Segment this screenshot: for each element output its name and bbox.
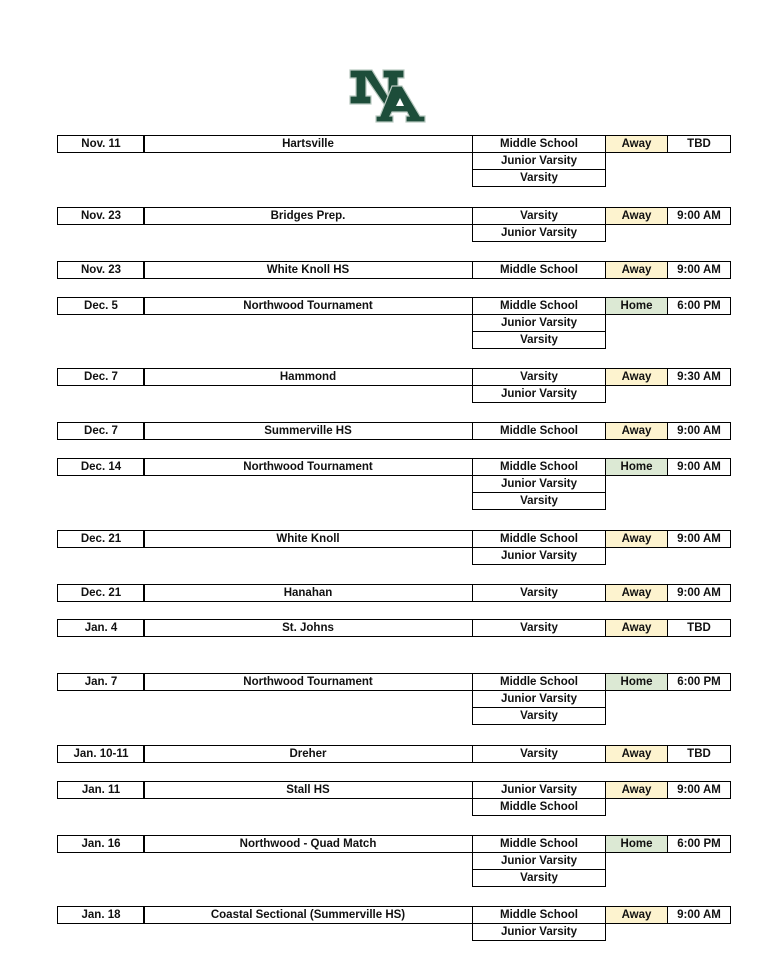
location-badge: Away [605, 261, 668, 279]
event-time: 9:00 AM [667, 207, 731, 225]
event-date: Dec. 5 [57, 297, 145, 315]
location-badge: Home [605, 673, 668, 691]
team-level: Varsity [472, 169, 606, 187]
event-date: Jan. 16 [57, 835, 145, 853]
event-opponent: Stall HS [143, 781, 473, 799]
team-level: Middle School [472, 261, 606, 279]
event-date: Jan. 4 [57, 619, 145, 637]
team-level: Varsity [472, 492, 606, 510]
location-badge: Away [605, 619, 668, 637]
event-time: 9:00 AM [667, 458, 731, 476]
event-opponent: Hammond [143, 368, 473, 386]
location-badge: Away [605, 207, 668, 225]
location-badge: Home [605, 458, 668, 476]
team-level: Junior Varsity [472, 690, 606, 708]
team-level: Middle School [472, 422, 606, 440]
event-opponent: Coastal Sectional (Summerville HS) [143, 906, 473, 924]
location-badge: Away [605, 745, 668, 763]
event-opponent: Summerville HS [143, 422, 473, 440]
event-date: Dec. 7 [57, 422, 145, 440]
event-date: Nov. 23 [57, 207, 145, 225]
team-level: Junior Varsity [472, 923, 606, 941]
event-date: Nov. 11 [57, 135, 145, 153]
na-logo [346, 66, 428, 124]
location-badge: Away [605, 781, 668, 799]
event-opponent: Northwood - Quad Match [143, 835, 473, 853]
event-date: Dec. 21 [57, 530, 145, 548]
event-date: Dec. 7 [57, 368, 145, 386]
event-time: 9:00 AM [667, 261, 731, 279]
event-date: Jan. 18 [57, 906, 145, 924]
team-level: Middle School [472, 530, 606, 548]
team-level: Middle School [472, 297, 606, 315]
location-badge: Away [605, 135, 668, 153]
event-time: TBD [667, 745, 731, 763]
event-date: Jan. 11 [57, 781, 145, 799]
location-badge: Home [605, 297, 668, 315]
location-badge: Away [605, 906, 668, 924]
event-time: 6:00 PM [667, 673, 731, 691]
team-level: Varsity [472, 619, 606, 637]
team-level: Middle School [472, 835, 606, 853]
event-date: Dec. 21 [57, 584, 145, 602]
team-level: Middle School [472, 673, 606, 691]
team-level: Junior Varsity [472, 781, 606, 799]
team-level: Junior Varsity [472, 152, 606, 170]
event-time: 6:00 PM [667, 835, 731, 853]
team-level: Varsity [472, 745, 606, 763]
team-level: Varsity [472, 207, 606, 225]
event-date: Jan. 10-11 [57, 745, 145, 763]
event-date: Dec. 14 [57, 458, 145, 476]
event-time: 6:00 PM [667, 297, 731, 315]
event-time: 9:00 AM [667, 906, 731, 924]
location-badge: Away [605, 530, 668, 548]
team-level: Middle School [472, 798, 606, 816]
event-opponent: Hanahan [143, 584, 473, 602]
location-badge: Away [605, 422, 668, 440]
team-level: Middle School [472, 135, 606, 153]
team-level: Varsity [472, 368, 606, 386]
event-opponent: Bridges Prep. [143, 207, 473, 225]
team-level: Varsity [472, 584, 606, 602]
event-opponent: Northwood Tournament [143, 673, 473, 691]
team-level: Junior Varsity [472, 475, 606, 493]
team-level: Varsity [472, 331, 606, 349]
team-level: Varsity [472, 707, 606, 725]
event-time: 9:00 AM [667, 584, 731, 602]
team-level: Varsity [472, 869, 606, 887]
event-date: Jan. 7 [57, 673, 145, 691]
team-level: Junior Varsity [472, 385, 606, 403]
event-time: TBD [667, 619, 731, 637]
event-date: Nov. 23 [57, 261, 145, 279]
team-level: Junior Varsity [472, 224, 606, 242]
event-time: TBD [667, 135, 731, 153]
event-time: 9:00 AM [667, 781, 731, 799]
event-opponent: Northwood Tournament [143, 458, 473, 476]
team-level: Junior Varsity [472, 547, 606, 565]
event-opponent: St. Johns [143, 619, 473, 637]
event-time: 9:30 AM [667, 368, 731, 386]
team-level: Middle School [472, 458, 606, 476]
team-level: Junior Varsity [472, 852, 606, 870]
team-level: Middle School [472, 906, 606, 924]
event-opponent: White Knoll [143, 530, 473, 548]
event-opponent: Northwood Tournament [143, 297, 473, 315]
event-opponent: Hartsville [143, 135, 473, 153]
location-badge: Away [605, 368, 668, 386]
team-level: Junior Varsity [472, 314, 606, 332]
event-time: 9:00 AM [667, 530, 731, 548]
event-time: 9:00 AM [667, 422, 731, 440]
location-badge: Away [605, 584, 668, 602]
event-opponent: White Knoll HS [143, 261, 473, 279]
event-opponent: Dreher [143, 745, 473, 763]
location-badge: Home [605, 835, 668, 853]
